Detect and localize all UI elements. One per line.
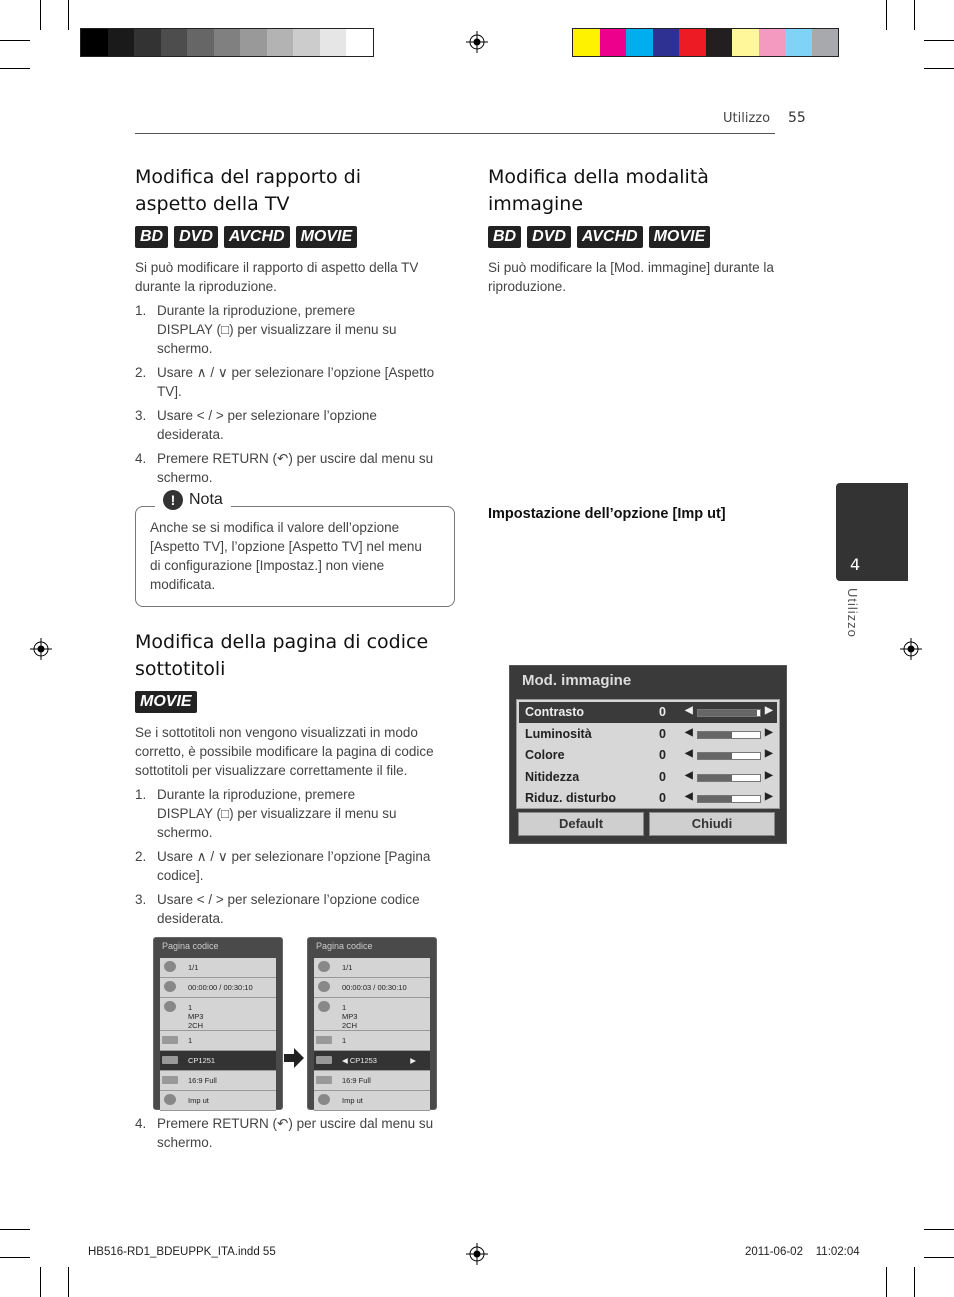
row-text: 1 (188, 1036, 193, 1045)
arrow-left-icon[interactable]: ◀ (685, 748, 693, 759)
osd-setting-row[interactable] (519, 745, 777, 766)
header-rule (135, 133, 775, 134)
format-badges (135, 226, 357, 248)
row-text: 16:9 Full (342, 1076, 371, 1085)
setting-value: 0 (659, 705, 666, 719)
section-title-codepage: Modifica della pagina di codice sottotitoli (135, 631, 429, 680)
section-title-picture-mode: Modifica della modalità immagine (488, 166, 709, 215)
row-icon (316, 1036, 332, 1044)
gray-swatch (293, 29, 320, 56)
color-swatch (626, 29, 653, 56)
row-icon (162, 1056, 178, 1064)
gray-swatch (320, 29, 347, 56)
color-swatch (785, 29, 812, 56)
gray-swatch (240, 29, 267, 56)
note-text: Anche se si modifica il valore dell’opzione [Aspetto TV], l’opzione [Aspetto TV] nel menu di configurazione [Impostaz.] non viene modificata. (150, 520, 422, 592)
codepage-screen-title: Pagina codice (162, 941, 219, 951)
section-title-aspect: Modifica del rapporto di aspetto della TV (135, 166, 361, 215)
step-number: 3. (135, 892, 147, 907)
row-icon (316, 1076, 332, 1084)
color-swatch (573, 29, 600, 56)
format-badges-right (488, 226, 710, 248)
step-number: 1. (135, 787, 147, 802)
picture-mode-osd (509, 665, 787, 844)
arrow-left-icon[interactable]: ◀ (685, 791, 693, 802)
setting-slider[interactable] (697, 795, 761, 803)
gray-swatch (108, 29, 135, 56)
setting-value: 0 (659, 769, 666, 784)
arrow-right-icon[interactable]: ▶ (765, 726, 773, 738)
setting-slider[interactable] (697, 774, 761, 782)
intro-text-right: Si può modificare la [Mod. immagine] durante la riproduzione. (488, 260, 774, 294)
color-swatch (706, 29, 733, 56)
arrow-left-icon[interactable]: ◀ (685, 726, 693, 738)
step-number: 3. (135, 408, 147, 423)
intro-text: Si può modificare il rapporto di aspetto della TV durante la riproduzione. (135, 260, 419, 294)
arrow-right-icon[interactable]: ▶ (765, 705, 773, 716)
registration-mark-top-icon (466, 31, 488, 53)
step-number: 1. (135, 303, 147, 318)
step-number: 4. (135, 451, 147, 466)
codepage-row (160, 1071, 276, 1091)
setting-slider[interactable] (697, 731, 761, 739)
step-text: Usare ∧ / ∨ per selezionare l’opzione [Pagina codice]. (157, 849, 431, 883)
badge-movie: MOVIE (649, 226, 711, 248)
step-text: Durante la riproduzione, premere DISPLAY (□) per visualizzare il menu su schermo. (157, 787, 397, 840)
gray-swatch (134, 29, 161, 56)
row-icon (164, 1001, 176, 1012)
step-text: Premere RETURN (↶) per uscire dal menu su schermo. (157, 451, 434, 485)
row-text: CP1251 (188, 1056, 216, 1065)
gray-swatch (187, 29, 214, 56)
row-icon (318, 961, 330, 972)
setting-value: 0 (659, 726, 666, 741)
slider-fill (698, 796, 732, 802)
codepage-row (314, 1071, 430, 1091)
row-text: 1/1 (342, 963, 353, 972)
running-header: Utilizzo (723, 111, 771, 126)
note-label: ! Nota (155, 490, 231, 510)
codepage-screen-before (153, 937, 283, 1110)
badge-dvd: DVD (174, 226, 218, 248)
slider-fill (698, 710, 757, 716)
osd-settings-panel (516, 699, 780, 809)
close-button[interactable]: Chiudi (649, 812, 775, 836)
row-text: 1/1 (188, 963, 199, 972)
row-text: 1 MP3 2CH (188, 1003, 204, 1030)
slider-fill (698, 732, 732, 738)
arrow-right-icon[interactable]: ▶ (765, 769, 773, 781)
setting-label: Contrasto (525, 705, 585, 719)
row-icon (164, 981, 176, 992)
codepage-row (160, 1051, 276, 1071)
osd-setting-row[interactable] (519, 788, 777, 809)
color-swatch (653, 29, 680, 56)
intro-text-2: Se i sottotitoli non vengono visualizzati in modo corretto, è possibile modificare la pagina di codice sottotitoli per visualizzare correttamente il file. (135, 725, 434, 778)
codepage-row (160, 1091, 276, 1111)
row-text: ◀ CP1253 ▶ (342, 1056, 417, 1065)
step-number: 2. (135, 365, 147, 380)
codepage-row (314, 998, 430, 1031)
gray-swatch (346, 29, 373, 56)
exclamation-icon: ! (163, 490, 183, 510)
codepage-row (314, 1031, 430, 1051)
codepage-row (160, 1031, 276, 1051)
step-text: Usare ∧ / ∨ per selezionare l’opzione [Aspetto TV]. (157, 365, 435, 399)
row-text: 1 (342, 1036, 347, 1045)
codepage-screen-after (307, 937, 437, 1110)
step-text: Premere RETURN (↶) per uscire dal menu su schermo. (157, 1116, 434, 1150)
color-swatch (600, 29, 627, 56)
color-swatch (812, 29, 839, 56)
gray-swatch (267, 29, 294, 56)
codepage-row (314, 1051, 430, 1071)
color-swatch (679, 29, 706, 56)
row-text: 16:9 Full (188, 1076, 217, 1085)
footer-date: 2011-06-02 11:02:04 (745, 1246, 860, 1258)
page-number: 55 (788, 110, 806, 126)
badge-bd: BD (488, 226, 521, 248)
arrow-right-icon[interactable]: ▶ (765, 791, 773, 802)
step-number: 2. (135, 849, 147, 864)
chapter-number: 4 (850, 555, 861, 574)
row-icon (162, 1036, 178, 1044)
row-icon (318, 981, 330, 992)
badge-bd: BD (135, 226, 168, 248)
registration-mark-left-icon (30, 638, 52, 660)
arrow-right-icon[interactable]: ▶ (765, 748, 773, 759)
codepage-row (160, 998, 276, 1031)
setting-slider[interactable] (697, 752, 761, 760)
footer-file: HB516-RD1_BDEUPPK_ITA.indd 55 (88, 1246, 276, 1258)
badge-avchd: AVCHD (577, 226, 643, 248)
color-swatch (759, 29, 786, 56)
badge-movie-2: MOVIE (135, 691, 197, 713)
chapter-label: Utilizzo (845, 588, 860, 638)
slider-fill (698, 753, 732, 759)
row-text: 1 MP3 2CH (342, 1003, 358, 1030)
row-icon (318, 1094, 330, 1105)
slider-fill (698, 775, 732, 781)
step-number: 4. (135, 1116, 147, 1131)
setting-slider[interactable] (697, 709, 761, 717)
step-text: Durante la riproduzione, premere DISPLAY (□) per visualizzare il menu su schermo. (157, 303, 397, 356)
setting-label: Luminosità (525, 726, 592, 741)
registration-mark-right-icon (900, 638, 922, 660)
osd-title: Mod. immagine (522, 672, 632, 689)
step-text: Usare < / > per selezionare l’opzione desiderata. (157, 408, 377, 442)
codepage-screen-title: Pagina codice (316, 941, 373, 951)
setting-value: 0 (659, 748, 666, 762)
subsection-title-imp-ut: Impostazione dell’opzione [Imp ut] (488, 506, 726, 522)
step-text: Usare < / > per selezionare l’opzione codice desiderata. (157, 892, 420, 926)
color-swatch (732, 29, 759, 56)
badge-avchd: AVCHD (224, 226, 290, 248)
codepage-row (160, 958, 276, 978)
badge-dvd: DVD (527, 226, 571, 248)
arrow-right-icon (284, 1046, 304, 1070)
osd-setting-row[interactable] (519, 702, 777, 723)
codepage-row (314, 958, 430, 978)
row-icon (164, 1094, 176, 1105)
setting-value: 0 (659, 791, 666, 805)
gray-swatch (81, 29, 108, 56)
gray-swatch (161, 29, 188, 56)
setting-label: Riduz. disturbo (525, 791, 616, 805)
arrow-left-icon[interactable]: ◀ (685, 769, 693, 781)
grayscale-bar (80, 28, 374, 57)
row-icon (162, 1076, 178, 1084)
row-text: Imp ut (342, 1096, 363, 1105)
osd-setting-row[interactable] (519, 767, 777, 788)
default-button[interactable]: Default (518, 812, 644, 836)
codepage-row (160, 978, 276, 998)
codepage-row (314, 1091, 430, 1111)
row-icon (316, 1056, 332, 1064)
format-badges-2 (135, 691, 197, 713)
row-text: Imp ut (188, 1096, 209, 1105)
osd-setting-row[interactable] (519, 724, 777, 745)
codepage-row (314, 978, 430, 998)
setting-label: Colore (525, 748, 565, 762)
row-icon (164, 961, 176, 972)
arrow-left-icon[interactable]: ◀ (685, 705, 693, 716)
registration-mark-bottom-icon (466, 1243, 488, 1265)
badge-movie: MOVIE (296, 226, 358, 248)
color-bar (572, 28, 839, 57)
chapter-tab (836, 483, 908, 581)
row-text: 00:00:03 / 00:30:10 (342, 983, 407, 992)
setting-label: Nitidezza (525, 769, 580, 784)
row-text: 00:00:00 / 00:30:10 (188, 983, 253, 992)
row-icon (318, 1001, 330, 1012)
gray-swatch (214, 29, 241, 56)
